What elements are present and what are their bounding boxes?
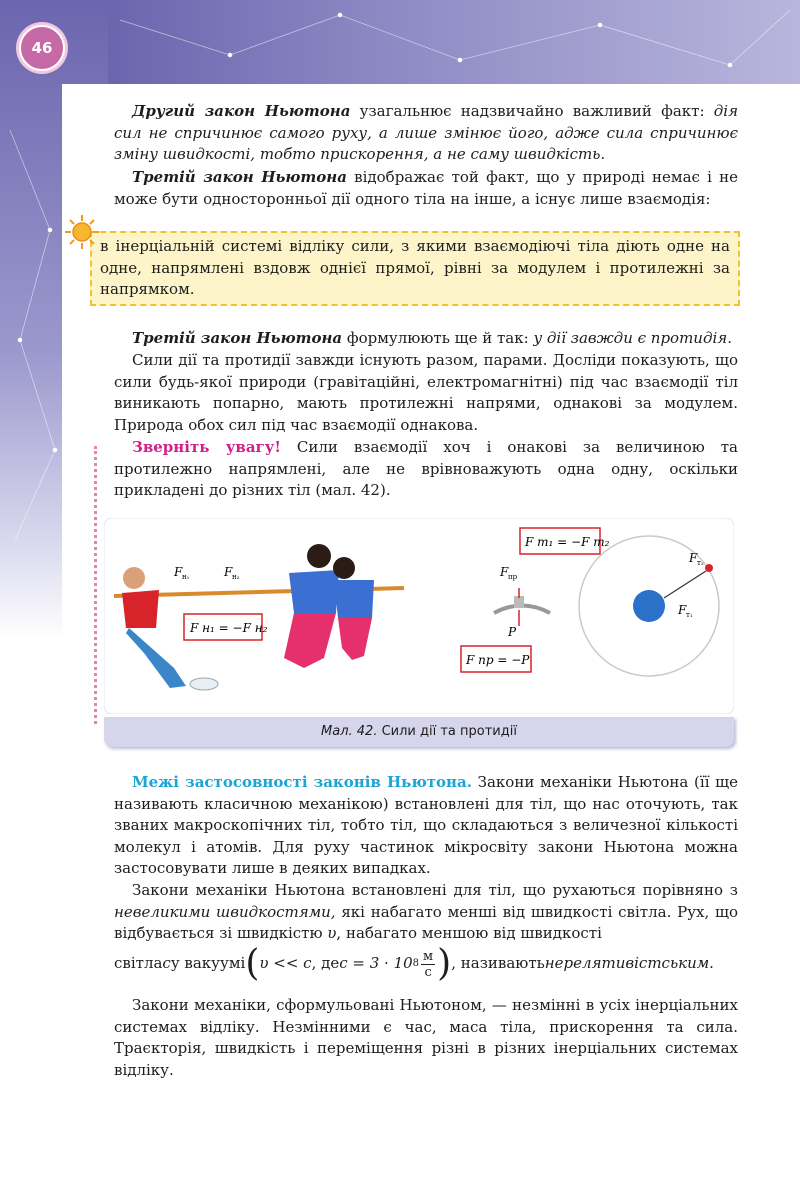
sun-icon <box>64 214 100 250</box>
para1-text: узагальнює надзвичайно важливий факт: <box>350 102 714 120</box>
unit-denominator: с <box>424 964 432 980</box>
formula-condition: υ << c <box>259 954 312 973</box>
label-p: P <box>508 625 517 639</box>
formula-suffix: , називають <box>451 954 545 973</box>
satellite <box>705 564 713 572</box>
paragraph-action-reaction <box>114 328 738 350</box>
attention-text: Сили взаємодії хоч і онакові за величиною та протилежно напрямлені, але не врівноважують одна одну, оскільки прикладені до різних тіл (мал. 42). <box>114 438 738 499</box>
formula-italic: нерелятивістським. <box>544 954 714 973</box>
para5-var-v: υ <box>327 924 337 942</box>
page-number: 46 <box>31 39 53 57</box>
formula-comma-de: , де <box>311 954 340 973</box>
para6-text: Закони механіки, сформульовані Ньютоном, — незмінні в усіх інерціальних системах відліку. Незмінними є час, маса тіла, прискорення та сила. Траєкторія, швидкість і переміщення різні в різних інерціальних системах відліку. <box>114 996 738 1079</box>
section-text: Закони механіки Ньютона (її ще називають класичною механікою) встановлені для тіл, що нас оточують, так званих макроскопічних тіл, тобто тіл, що складаються з величезної кількості молекул і атомів. Для руху частинок мікросвіту закони Ньютона можна застосовувати лише в деяких випадках. <box>114 773 738 877</box>
formula-line <box>114 944 738 984</box>
term-third-law-2: Третій закон Ньютона <box>132 329 343 347</box>
rule-text: в інерціальній системі відліку сили, з якими взаємодіючі тіла діють одне на одне, напрямлені вздовж однієї прямої, рівні за модулем і протилежні за напрямком. <box>100 237 730 298</box>
para5-italic: невеликими швидкостями, <box>114 902 336 921</box>
paragraph-speeds <box>114 880 738 945</box>
para4-text: Сили дії та протидії завжди існують разом, парами. Досліди показують, що сили будь-якої природи (гравітаційні, електромагнітні) під час взаємодії тіл виникають попарно, мають протилежні напрями, однакові за модулем. Природа обох сил під час взаємодії однакова. <box>114 351 738 434</box>
label-ft1: F <box>678 603 687 617</box>
caption-label: Мал. 42. <box>321 724 378 739</box>
support-eq: F пр = −P <box>466 653 530 667</box>
label-fpr-sub: пр <box>508 573 518 581</box>
label-fpr: F <box>500 565 509 579</box>
para1-italic: дія сил не спричинює самого руху, а лише змінює його, адже сила спричинює зміну швидкості, тобто прискорення, а не саму швидкість. <box>114 102 739 163</box>
para5-text-a: Закони механіки Ньютона встановлені для тіл, що рухаються порівняно з <box>132 881 738 899</box>
caption-text: Сили дії та протидії <box>377 724 517 739</box>
tug-eq: F н₁ = −F н₂ <box>190 621 268 635</box>
paragraph-pairs <box>114 350 738 436</box>
term-second-law: Другий закон Ньютона <box>132 102 351 120</box>
label-ft2: F <box>689 551 698 565</box>
formula-exp: 8 <box>412 958 420 970</box>
paragraph-second-law <box>114 101 738 166</box>
label-fn2-sub: н₂ <box>232 573 240 581</box>
label-fn1-sub: н₁ <box>182 573 190 581</box>
term-third-law: Третій закон Ньютона <box>132 168 347 186</box>
formula-var-c: c <box>162 954 171 973</box>
para5-text-b: які набагато менші від швидкості світла. Рух, що відбувається зі швидкістю <box>114 902 738 942</box>
para2-text: відображає той факт, що у природі немає і не може бути односторонньої дії одного тіла на інше, а існує лише взаємодія: <box>114 168 738 208</box>
unit-numerator: м <box>423 948 434 964</box>
section-title: Межі застосовності законів Ньютона. <box>132 773 472 791</box>
label-fn1: F <box>174 565 183 579</box>
figure-42 <box>104 518 734 714</box>
formula-prefix: світла <box>114 954 163 973</box>
para5-text-c: , набагато меншою від швидкості <box>336 924 602 942</box>
para3-italic: у дії завжди є протидія. <box>533 329 732 347</box>
formula-c-eq: c = 3 · 10 <box>339 954 413 973</box>
label-ft2-sub: т₂ <box>697 559 704 567</box>
para3-text: формулюють ще й так: <box>342 329 534 347</box>
label-ft1-sub: т₁ <box>686 611 693 619</box>
figure-caption <box>104 717 734 747</box>
earth-icon <box>633 590 665 622</box>
formula-paren-open: ( <box>245 943 260 984</box>
formula-unit-fraction <box>421 949 435 980</box>
attention-label: Зверніть увагу! <box>132 438 281 456</box>
attention-marker-line <box>94 446 97 724</box>
paragraph-invariants <box>114 995 738 1081</box>
paragraph-third-law <box>114 167 738 210</box>
formula-paren-close: ) <box>437 943 452 984</box>
grav-eq: F т₁ = −F т₂ <box>525 535 610 549</box>
formula-mid: у вакуумі <box>170 954 246 973</box>
section-limits <box>114 772 738 880</box>
label-fn2: F <box>224 565 233 579</box>
attention-paragraph <box>114 437 738 502</box>
